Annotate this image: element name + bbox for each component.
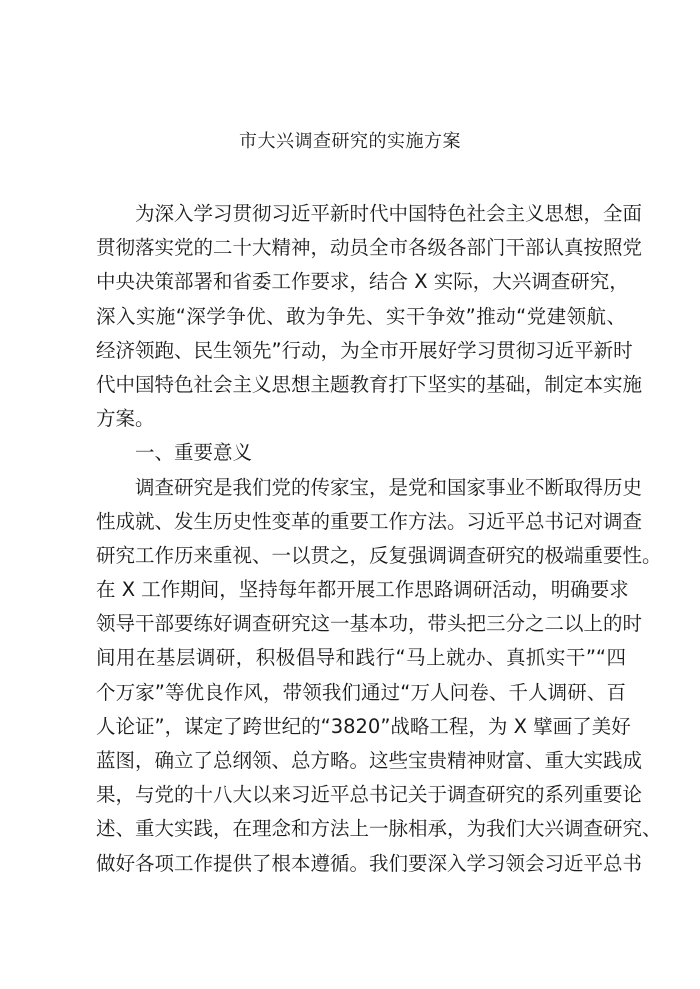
section-line: 做好各项工作提供了根本遵循。我们要深入学习领会习近平总书	[96, 851, 643, 875]
section-line: 个万家”等优良作风，带领我们通过“万人问卷、千人调研、百	[96, 680, 626, 704]
section-line: 蓝图，确立了总纲领、总方略。这些宝贵精神财富、重大实践成	[96, 749, 643, 772]
intro-line: 方案。	[96, 407, 155, 431]
section-heading: 一、重要意义	[135, 441, 253, 465]
intro-line: 贯彻落实党的二十大精神，动员全市各级各部门干部认真按照党	[96, 236, 643, 260]
intro-line: 中央决策部署和省委工作要求，结合 X 实际，大兴调查研究，	[96, 270, 629, 294]
section-line: 研究工作历来重视、一以贯之，反复强调调查研究的极端重要性。	[96, 543, 662, 567]
intro-line: 为深入学习贯彻习近平新时代中国特色社会主义思想，全面	[135, 202, 643, 225]
section-line: 果，与党的十八大以来习近平总书记关于调查研究的系列重要论	[96, 783, 643, 807]
section-line: 人论证”，谋定了跨世纪的“3820”战略工程，为 X 擘画了美好	[96, 714, 631, 738]
document-title: 市大兴调查研究的实施方案	[239, 131, 461, 152]
section-line: 性成就、发生历史性变革的重要工作方法。习近平总书记对调查	[96, 509, 643, 533]
section-line: 调查研究是我们党的传家宝，是党和国家事业不断取得历史	[135, 475, 643, 499]
intro-line: 深入实施“深学争优、敢为争先、实干争效”推动“党建领航、	[96, 304, 626, 328]
document-body	[96, 197, 662, 881]
section-line: 在 X 工作期间，坚持每年都开展工作思路调研活动，明确要求	[96, 578, 629, 602]
section-line: 述、重大实践，在理念和方法上一脉相承，为我们大兴调查研究、	[96, 817, 662, 841]
intro-line: 经济领跑、民生领先”行动，为全市开展好学习贯彻习近平新时	[96, 338, 633, 362]
section-line: 间用在基层调研，积极倡导和践行“马上就办、真抓实干”“四	[96, 646, 626, 670]
section-line: 领导干部要练好调查研究这一基本功，带头把三分之二以上的时	[96, 612, 643, 636]
intro-line: 代中国特色社会主义思想主题教育打下坚实的基础，制定本实施	[96, 372, 643, 396]
